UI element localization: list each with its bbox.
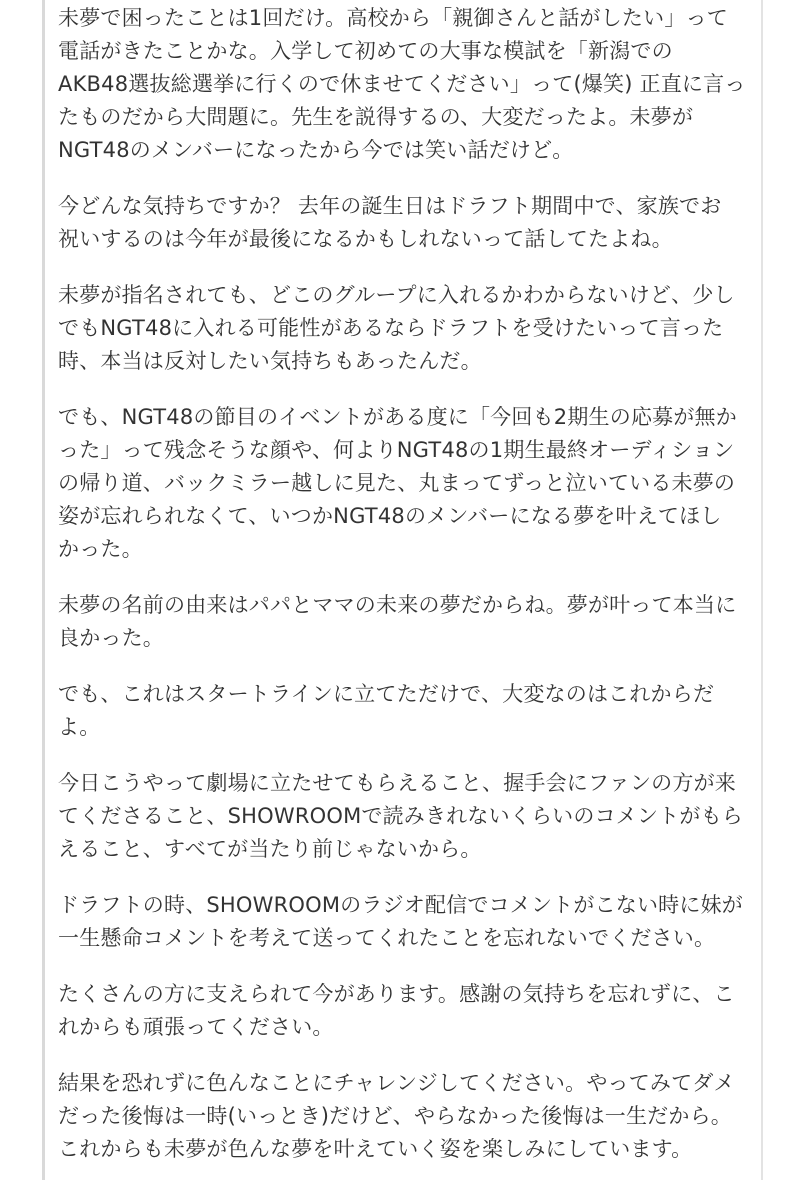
paragraph-1: 未夢で困ったことは1回だけ。高校から「親御さんと話がしたい」って 電話がきたことかな。入学して初めての大事な模試を「新潟での AKB48選抜総選挙に行くので休ませてください」って(爆笑) 正直に言っ たものだから大問題に。先生を説得するの、大変だったよ。未夢が NGT48のメンバーになったから今では笑い話だけど。 bbox=[58, 6, 746, 162]
article-body bbox=[58, 2, 758, 1180]
paragraph-5: 未夢の名前の由来はパパとママの未来の夢だからね。夢が叶って本当に 良かった。 bbox=[58, 593, 737, 650]
paragraph-2: 今どんな気持ちですか？ 去年の誕生日はドラフト期間中で、家族でお 祝いするのは今年が最後になるかもしれないって話してたよね。 bbox=[58, 194, 722, 251]
left-border-line bbox=[42, 0, 45, 1180]
paragraph-3: 未夢が指名されても、どこのグループに入れるかわからないけど、少し でもNGT48に入れる可能性があるならドラフトを受けたいって言った 時、本当は反対したい気持ちもあったんだ。 bbox=[58, 283, 735, 373]
paragraph-10: 結果を恐れずに色んなことにチャレンジしてください。やってみてダメ だった後悔は一時(いっとき)だけど、やらなかった後悔は一生だから。 これからも未夢が色んな夢を叶えていく姿を楽しみにしています。 bbox=[58, 1071, 735, 1161]
right-border-line bbox=[761, 0, 763, 1180]
paragraph-9: たくさんの方に支えられて今があります。感謝の気持ちを忘れずに、こ れからも頑張ってください。 bbox=[58, 982, 735, 1039]
paragraph-6: でも、これはスタートラインに立てただけで、大変なのはこれからだ よ。 bbox=[58, 682, 715, 739]
paragraph-7: 今日こうやって劇場に立たせてもらえること、握手会にファンの方が来 てくださること、SHOWROOMで読みきれないくらいのコメントがもら えること、すべてが当たり前じゃないから。 bbox=[58, 771, 743, 861]
paragraph-4: でも、NGT48の節目のイベントがある度に「今回も2期生の応募が無か った」って残念そうな顔や、何よりNGT48の1期生最終オーディション の帰り道、バックミラー越しに見た、丸まってずっと泣いている未夢の 姿が忘れられなくて、いつかNGT48のメンバーになる夢を叶えてほし かった。 bbox=[58, 405, 737, 561]
paragraph-8: ドラフトの時、SHOWROOMのラジオ配信でコメントがこない時に妹が 一生懸命コメントを考えて送ってくれたことを忘れないでください。 bbox=[58, 893, 743, 950]
